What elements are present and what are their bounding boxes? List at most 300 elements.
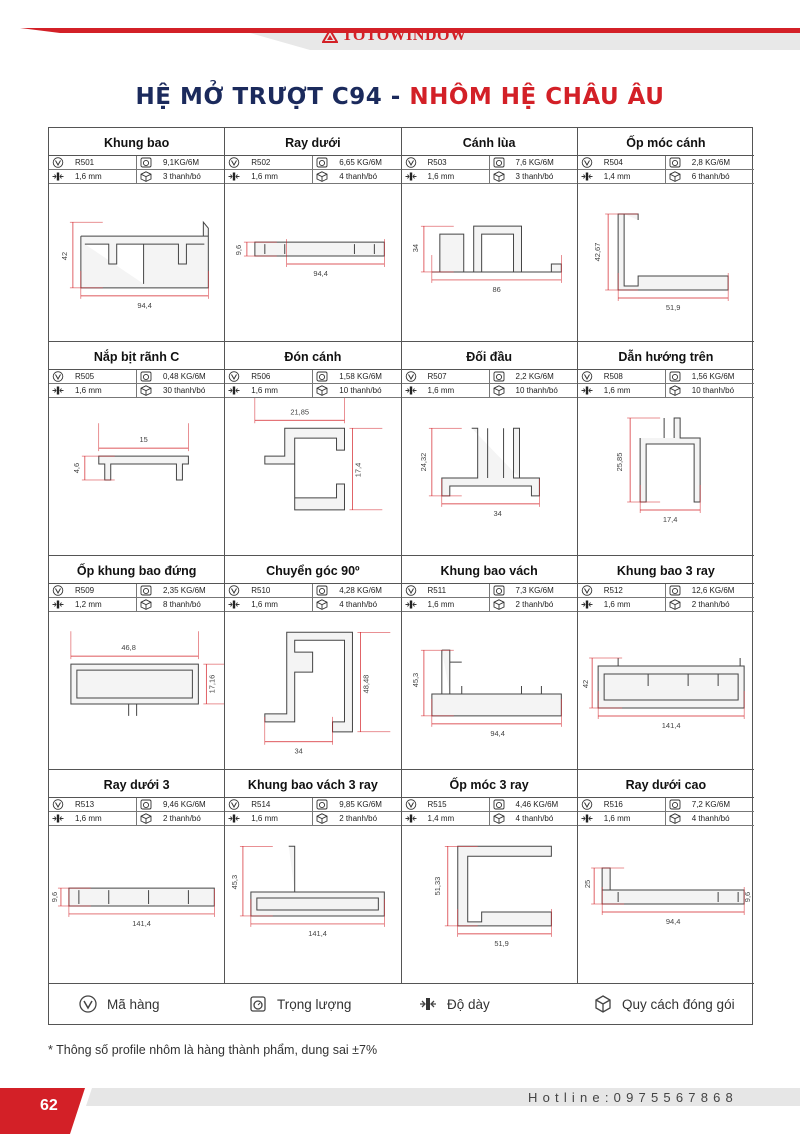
profile-weight-field — [313, 798, 401, 811]
profile-name: Ốp khung bao đứng — [49, 556, 224, 584]
page-title — [0, 84, 800, 110]
profile-thickness: 1,6 mm — [603, 814, 631, 823]
dimension-label: 46,8 — [121, 643, 136, 653]
spec-row-thickness-pack — [578, 384, 754, 398]
profile-weight: 6,65 KG/6M — [339, 158, 382, 167]
profile-code-field — [402, 798, 490, 811]
package-icon — [669, 813, 681, 824]
dimension-label: 34 — [410, 243, 420, 253]
profile-code-field — [578, 156, 666, 169]
profile-pack: 8 thanh/bó — [163, 600, 201, 609]
spec-row-code-weight — [402, 798, 577, 812]
profile-weight: 0,48 KG/6M — [163, 372, 206, 381]
spec-row-code-weight — [49, 370, 224, 384]
profile-cross-section — [402, 612, 577, 770]
profile-card — [49, 128, 225, 342]
legend-bar — [49, 983, 754, 1025]
profile-card — [402, 770, 578, 984]
dimension-label: 141,4 — [661, 721, 681, 730]
profile-pack-field — [490, 170, 578, 183]
package-icon — [594, 995, 612, 1013]
profile-thickness-field — [225, 384, 313, 397]
package-icon — [316, 171, 328, 182]
code-icon — [52, 585, 64, 596]
dimension-label: 42,67 — [592, 242, 602, 262]
profile-thickness: 1,6 mm — [427, 172, 455, 181]
hotline: Hotline:0975567868 — [528, 1090, 738, 1105]
title-highlight: NHÔM HỆ CHÂU ÂU — [409, 84, 665, 110]
spec-row-thickness-pack — [402, 812, 577, 826]
spec-row-thickness-pack — [402, 170, 577, 184]
spec-row-thickness-pack — [225, 384, 400, 398]
profile-code: R505 — [75, 372, 95, 381]
profile-card — [402, 556, 578, 770]
spec-row-code-weight — [225, 370, 400, 384]
dimension-label: 9,6 — [234, 244, 244, 256]
profile-pack-field — [666, 598, 754, 611]
weight-icon — [669, 371, 681, 382]
spec-row-thickness-pack — [49, 812, 224, 826]
thickness-icon — [405, 599, 417, 610]
dimension-label: 9,6 — [742, 891, 752, 903]
profile-cross-section — [578, 612, 754, 770]
profile-drawing — [49, 826, 224, 984]
profile-drawing — [578, 612, 754, 770]
package-icon — [140, 813, 152, 824]
weight-icon — [140, 585, 152, 596]
thickness-icon — [405, 171, 417, 182]
spec-row-thickness-pack — [578, 812, 754, 826]
weight-icon — [669, 157, 681, 168]
profile-thickness: 1,2 mm — [75, 600, 102, 609]
code-icon — [79, 995, 97, 1013]
profile-code: R511 — [427, 586, 447, 595]
profile-weight: 4,46 KG/6M — [515, 800, 559, 809]
code-icon — [52, 799, 64, 810]
profile-thickness-field — [402, 812, 490, 825]
profile-pack: 4 thanh/bó — [691, 814, 730, 823]
thickness-icon — [52, 813, 64, 824]
spec-row-thickness-pack — [49, 384, 224, 398]
spec-row-thickness-pack — [49, 170, 224, 184]
thickness-icon — [228, 171, 240, 182]
profile-thickness: 1,6 mm — [251, 814, 278, 823]
profile-name: Chuyển góc 90º — [225, 556, 400, 584]
spec-row-code-weight — [578, 370, 754, 384]
profile-name: Đón cánh — [225, 342, 400, 370]
profile-name: Khung bao vách 3 ray — [225, 770, 400, 798]
dimension-label: 17,4 — [662, 515, 678, 524]
profile-code: R507 — [427, 372, 447, 381]
profile-weight-field — [490, 156, 578, 169]
profile-weight-field — [666, 798, 754, 811]
profile-pack-field — [490, 598, 578, 611]
profile-code: R514 — [251, 800, 271, 809]
weight-icon — [316, 799, 328, 810]
profile-thickness-field — [578, 170, 666, 183]
package-icon — [669, 171, 681, 182]
profile-code-field — [49, 584, 137, 597]
thickness-icon — [228, 385, 240, 396]
spec-row-thickness-pack — [225, 812, 400, 826]
profile-drawing — [402, 184, 577, 342]
dimension-label: 34 — [294, 746, 304, 756]
profile-name: Khung bao — [49, 128, 224, 156]
profile-pack-field — [137, 598, 225, 611]
profile-code: R512 — [603, 586, 623, 595]
thickness-icon — [581, 599, 593, 610]
spec-row-thickness-pack — [225, 598, 400, 612]
profile-cross-section — [578, 826, 754, 984]
thickness-icon — [581, 171, 593, 182]
profile-cross-section — [49, 826, 224, 984]
profile-card — [225, 556, 401, 770]
dimension-label: 48,48 — [361, 674, 371, 694]
thickness-icon — [419, 995, 437, 1013]
profile-card — [402, 128, 578, 342]
profile-thickness: 1,4 mm — [427, 814, 455, 823]
profile-pack-field — [137, 812, 225, 825]
profile-thickness-field — [578, 598, 666, 611]
profile-code-field — [402, 156, 490, 169]
dimension-label: 141,4 — [308, 928, 328, 938]
code-icon — [581, 799, 593, 810]
page-number: 62 — [40, 1097, 58, 1114]
code-icon — [405, 157, 417, 168]
legend-label-code: Mã hàng — [107, 996, 160, 1012]
title-main: HỆ MỞ TRƯỢT C94 - — [135, 84, 410, 110]
profile-thickness-field — [402, 598, 490, 611]
legend-label-weight: Trọng lượng — [277, 996, 352, 1012]
profile-code-field — [225, 370, 313, 383]
footer-band — [0, 1080, 800, 1134]
code-icon — [228, 799, 240, 810]
legend-label-thickness: Độ dày — [447, 996, 490, 1012]
dimension-label: 4,6 — [71, 462, 81, 474]
thickness-icon — [405, 813, 417, 824]
profile-pack: 3 thanh/bó — [515, 172, 554, 181]
package-icon — [140, 385, 152, 396]
code-icon — [581, 371, 593, 382]
spec-row-thickness-pack — [402, 384, 577, 398]
dimension-label: 25,85 — [614, 452, 624, 472]
tolerance-note: * Thông số profile nhôm là hàng thành phẩm, dung sai ±7% — [48, 1043, 378, 1057]
dimension-label: 51,9 — [665, 303, 681, 312]
profile-weight-field — [313, 370, 401, 383]
spec-row-code-weight — [49, 156, 224, 170]
profile-code-field — [578, 370, 666, 383]
profile-thickness-field — [402, 170, 490, 183]
profile-cross-section — [49, 184, 224, 342]
profile-code: R501 — [75, 158, 95, 167]
profile-thickness-field — [49, 384, 137, 397]
profile-code: R502 — [251, 158, 271, 167]
legend-label-package: Quy cách đóng gói — [622, 996, 735, 1012]
profile-thickness: 1,6 mm — [75, 386, 102, 395]
profile-pack: 10 thanh/bó — [515, 386, 558, 395]
profile-weight-field — [313, 156, 401, 169]
profile-card — [49, 556, 225, 770]
spec-row-thickness-pack — [578, 170, 754, 184]
spec-row-thickness-pack — [225, 170, 400, 184]
profile-code: R503 — [427, 158, 447, 167]
profile-pack-field — [313, 812, 401, 825]
brand-name: TOTOWINDOW — [342, 27, 467, 44]
profile-pack-field — [313, 170, 401, 183]
profile-card — [578, 770, 754, 984]
thickness-icon — [581, 385, 593, 396]
code-icon — [228, 157, 240, 168]
profile-card — [49, 342, 225, 556]
profile-code: R508 — [603, 372, 623, 381]
profile-name: Đối đầu — [402, 342, 577, 370]
profile-cross-section — [402, 184, 577, 342]
spec-row-thickness-pack — [49, 598, 224, 612]
profile-code: R516 — [603, 800, 623, 809]
profile-code: R504 — [603, 158, 623, 167]
package-icon — [316, 813, 328, 824]
profile-name: Ốp móc cánh — [578, 128, 754, 156]
weight-icon — [140, 371, 152, 382]
weight-icon — [316, 585, 328, 596]
thickness-icon — [52, 599, 64, 610]
profile-pack: 30 thanh/bó — [163, 386, 206, 395]
profile-name: Cánh lùa — [402, 128, 577, 156]
spec-row-code-weight — [225, 156, 400, 170]
legend-item-weight — [249, 983, 351, 1025]
profile-thickness: 1,6 mm — [427, 600, 455, 609]
profile-card — [578, 556, 754, 770]
dimension-label: 45,3 — [230, 874, 240, 890]
profile-weight: 2,2 KG/6M — [515, 372, 554, 381]
profile-weight: 2,35 KG/6M — [163, 586, 206, 595]
package-icon — [140, 171, 152, 182]
code-icon — [52, 157, 64, 168]
weight-icon — [316, 371, 328, 382]
profile-card — [225, 770, 401, 984]
profile-code-field — [578, 798, 666, 811]
profile-thickness: 1,6 mm — [603, 386, 631, 395]
profile-pack: 10 thanh/bó — [339, 386, 382, 395]
triangle-logo-icon — [322, 29, 338, 43]
profile-weight-field — [490, 798, 578, 811]
profile-name: Khung bao vách — [402, 556, 577, 584]
profile-catalog-grid — [48, 127, 753, 1025]
profile-drawing — [49, 612, 224, 770]
profile-weight-field — [666, 370, 754, 383]
profile-drawing — [578, 184, 754, 342]
profile-pack: 4 thanh/bó — [339, 600, 378, 609]
profile-drawing — [49, 398, 224, 556]
profile-weight: 7,6 KG/6M — [515, 158, 554, 167]
profile-name: Ốp móc 3 ray — [402, 770, 577, 798]
profile-cross-section — [225, 826, 400, 984]
legend-item-package — [594, 983, 735, 1025]
profile-code-field — [225, 584, 313, 597]
profile-weight: 2,8 KG/6M — [691, 158, 730, 167]
profile-pack-field — [666, 170, 754, 183]
profile-drawing — [49, 184, 224, 342]
profile-code-field — [578, 584, 666, 597]
dimension-label: 34 — [492, 508, 502, 518]
spec-row-code-weight — [578, 798, 754, 812]
spec-row-thickness-pack — [402, 598, 577, 612]
profile-weight: 9,46 KG/6M — [163, 800, 206, 809]
thickness-icon — [52, 171, 64, 182]
package-icon — [316, 599, 328, 610]
dimension-label: 94,4 — [313, 268, 329, 278]
profile-weight-field — [490, 370, 578, 383]
profile-name: Ray dưới cao — [578, 770, 754, 798]
profile-pack-field — [490, 812, 578, 825]
profile-thickness: 1,6 mm — [251, 386, 278, 395]
profile-code-field — [49, 156, 137, 169]
profile-weight-field — [137, 156, 225, 169]
profile-weight-field — [666, 584, 754, 597]
spec-row-code-weight — [402, 370, 577, 384]
profile-code: R509 — [75, 586, 95, 595]
weight-icon — [316, 157, 328, 168]
dimension-label: 21,85 — [290, 407, 310, 417]
dimension-label: 141,4 — [132, 918, 151, 928]
profile-weight: 7,3 KG/6M — [515, 586, 554, 595]
profile-cross-section — [225, 612, 400, 770]
profile-pack: 2 thanh/bó — [515, 600, 554, 609]
thickness-icon — [405, 385, 417, 396]
profile-thickness-field — [49, 812, 137, 825]
thickness-icon — [228, 813, 240, 824]
profile-drawing — [225, 184, 400, 342]
profile-pack-field — [313, 384, 401, 397]
spec-row-code-weight — [402, 156, 577, 170]
profile-weight: 1,58 KG/6M — [339, 372, 382, 381]
profile-drawing — [578, 826, 754, 984]
profile-thickness: 1,6 mm — [427, 386, 455, 395]
code-icon — [228, 585, 240, 596]
profile-cross-section — [402, 826, 577, 984]
profile-pack: 2 thanh/bó — [339, 814, 378, 823]
profile-pack-field — [666, 384, 754, 397]
profile-weight-field — [313, 584, 401, 597]
profile-pack: 2 thanh/bó — [691, 600, 730, 609]
package-icon — [493, 385, 505, 396]
spec-row-code-weight — [578, 156, 754, 170]
profile-drawing — [402, 398, 577, 556]
dimension-label: 42 — [580, 679, 590, 689]
profile-thickness-field — [49, 598, 137, 611]
profile-pack: 4 thanh/bó — [515, 814, 554, 823]
dimension-label: 94,4 — [137, 300, 152, 310]
profile-name: Ray dưới — [225, 128, 400, 156]
spec-row-code-weight — [49, 798, 224, 812]
profile-thickness: 1,6 mm — [251, 172, 278, 181]
profile-thickness: 1,6 mm — [251, 600, 278, 609]
weight-icon — [669, 799, 681, 810]
profile-drawing — [578, 398, 754, 556]
code-icon — [581, 157, 593, 168]
weight-icon — [493, 371, 505, 382]
profile-card — [225, 342, 401, 556]
profile-thickness: 1,6 mm — [75, 172, 102, 181]
profile-drawing — [225, 826, 400, 984]
thickness-icon — [228, 599, 240, 610]
profile-thickness-field — [402, 384, 490, 397]
profile-weight: 7,2 KG/6M — [691, 800, 730, 809]
weight-icon — [140, 799, 152, 810]
code-icon — [405, 371, 417, 382]
profile-weight-field — [137, 798, 225, 811]
profile-thickness-field — [225, 598, 313, 611]
profile-pack: 4 thanh/bó — [339, 172, 378, 181]
code-icon — [581, 585, 593, 596]
profile-drawing — [402, 612, 577, 770]
profile-weight: 9,85 KG/6M — [339, 800, 382, 809]
weight-icon — [493, 585, 505, 596]
profile-cross-section — [578, 398, 754, 556]
profile-card — [225, 128, 401, 342]
profile-drawing — [225, 398, 400, 556]
profile-pack-field — [313, 598, 401, 611]
profile-pack: 3 thanh/bó — [163, 172, 201, 181]
profile-weight: 12,6 KG/6M — [691, 586, 735, 595]
legend-item-code — [79, 983, 160, 1025]
profile-name: Nắp bịt rãnh C — [49, 342, 224, 370]
dimension-label: 9,6 — [49, 891, 59, 903]
profile-card — [578, 342, 754, 556]
dimension-label: 94,4 — [489, 728, 505, 738]
dimension-label: 94,4 — [665, 917, 681, 926]
spec-row-thickness-pack — [578, 598, 754, 612]
profile-weight: 9,1KG/6M — [163, 158, 200, 167]
package-icon — [493, 599, 505, 610]
weight-icon — [669, 585, 681, 596]
profile-drawing — [225, 612, 400, 770]
profile-code-field — [49, 370, 137, 383]
profile-pack-field — [490, 384, 578, 397]
profile-name: Dẫn hướng trên — [578, 342, 754, 370]
spec-row-code-weight — [225, 798, 400, 812]
dimension-label: 24,32 — [418, 452, 428, 472]
package-icon — [669, 385, 681, 396]
profile-name: Khung bao 3 ray — [578, 556, 754, 584]
code-icon — [405, 585, 417, 596]
legend-item-thickness — [419, 983, 490, 1025]
profile-weight-field — [137, 584, 225, 597]
profile-code: R515 — [427, 800, 447, 809]
profile-weight-field — [137, 370, 225, 383]
profile-card — [578, 128, 754, 342]
profile-thickness-field — [225, 170, 313, 183]
profile-card — [402, 342, 578, 556]
profile-drawing — [402, 826, 577, 984]
profile-code-field — [225, 798, 313, 811]
profile-weight: 1,56 KG/6M — [691, 372, 735, 381]
spec-row-code-weight — [578, 584, 754, 598]
profile-code: R506 — [251, 372, 271, 381]
profile-code-field — [49, 798, 137, 811]
profile-thickness-field — [225, 812, 313, 825]
profile-pack-field — [137, 384, 225, 397]
dimension-label: 86 — [491, 284, 501, 294]
profile-name: Ray dưới 3 — [49, 770, 224, 798]
profile-code: R513 — [75, 800, 95, 809]
weight-icon — [493, 157, 505, 168]
profile-pack: 6 thanh/bó — [691, 172, 730, 181]
spec-row-code-weight — [225, 584, 400, 598]
dimension-label: 51,33 — [432, 876, 442, 896]
profile-pack-field — [666, 812, 754, 825]
dimension-label: 15 — [139, 435, 148, 445]
